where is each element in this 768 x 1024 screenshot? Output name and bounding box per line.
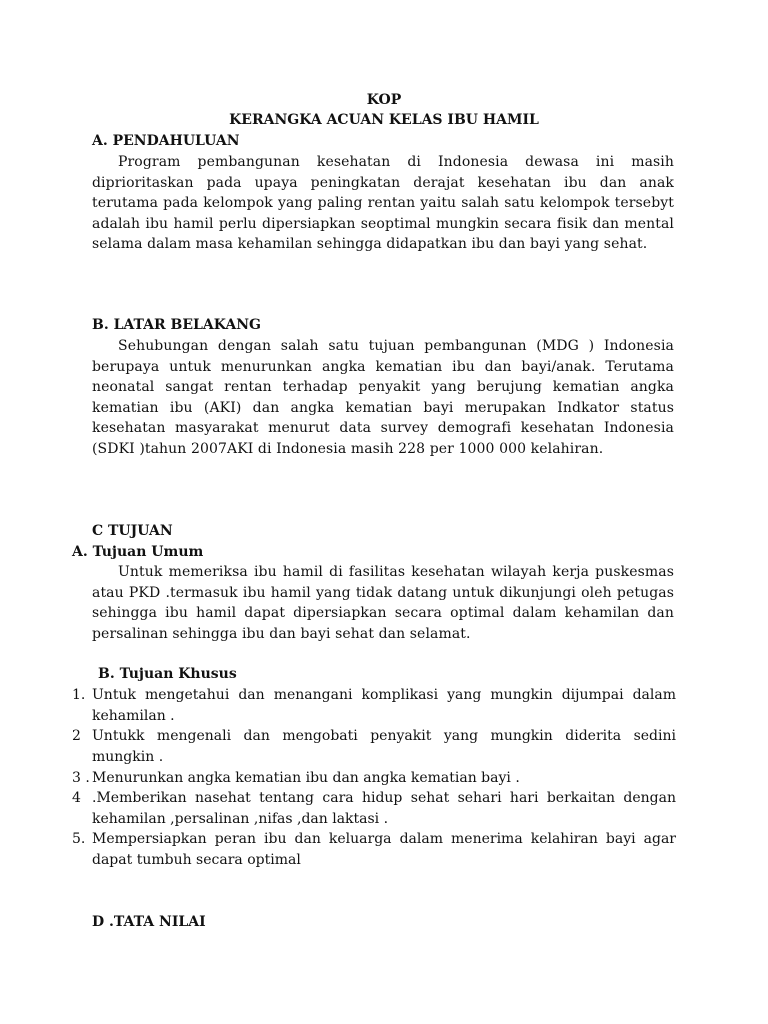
list-item <box>72 829 676 870</box>
section-heading-latar-belakang: B. LATAR BELAKANG <box>92 317 261 333</box>
section-heading-tata-nilai: D .TATA NILAI <box>92 914 206 930</box>
list-item-text: Menurunkan angka kematian ibu dan angka kematian bayi . <box>92 770 520 786</box>
list-item-number: 4 <box>72 790 81 806</box>
document-title: KERANGKA ACUAN KELAS IBU HAMIL <box>229 112 539 128</box>
list-item-text: Untukk mengenali dan mengobati penyakit yang mungkin diderita sedini mungkin . <box>92 728 676 765</box>
list-item-number: 1. <box>72 687 86 703</box>
list-item <box>72 788 676 829</box>
list-item-number: 3 . <box>72 770 90 786</box>
paragraph-pendahuluan: Program pembangunan kesehatan di Indonesia dewasa ini masih diprioritaskan pada upaya peningkatan derajat kesehatan ibu dan anak terutama pada kelompok yang paling rentan yaitu salah satu kelompok tersebyt adalah ibu hamil perlu dipersiapkan seoptimal mungkin secara fisik dan mental selama dalam masa kehamilan sehingga didapatkan ibu dan bayi yang sehat. <box>92 154 674 253</box>
list-item <box>72 768 676 789</box>
list-item-text: Untuk mengetahui dan menangani komplikasi yang mungkin dijumpai dalam kehamilan . <box>92 687 676 724</box>
list-item <box>72 726 676 767</box>
paragraph-tujuan-umum: Untuk memeriksa ibu hamil di fasilitas kesehatan wilayah kerja puskesmas atau PKD .termasuk ibu hamil yang tidak datang untuk dikunjungi oleh petugas sehingga ibu hamil dapat dipersiapkan secara optimal dalam kehamilan dan persalinan sehingga ibu dan bayi sehat dan selamat. <box>92 564 674 642</box>
list-item <box>72 685 676 726</box>
list-item-text: .Memberikan nasehat tentang cara hidup sehat sehari hari berkaitan dengan kehamilan ,persalinan ,nifas ,dan laktasi . <box>92 790 676 827</box>
paragraph-latar-belakang: Sehubungan dengan salah satu tujuan pembangunan (MDG ) Indonesia berupaya untuk menurunkan angka kematian ibu dan bayi/anak. Terutama neonatal sangat rentan terhadap penyakit yang berujung kematian angka kematian ibu (AKI) dan angka kematian bayi merupakan Indkator status kesehatan masyarakat menurut data survey demografi kesehatan Indonesia (SDKI )tahun 2007AKI di Indonesia masih 228 per 1000 000 kelahiran. <box>92 338 674 457</box>
subheading-tujuan-khusus: B. Tujuan Khusus <box>98 666 237 682</box>
list-item-number: 5. <box>72 831 86 847</box>
section-heading-pendahuluan: A. PENDAHULUAN <box>92 133 240 149</box>
section-heading-tujuan: C TUJUAN <box>92 523 173 539</box>
list-item-number: 2 <box>72 728 81 744</box>
list-item-text: Mempersiapkan peran ibu dan keluarga dalam menerima kelahiran bayi agar dapat tumbuh secara optimal <box>92 831 676 868</box>
kop-title: KOP <box>366 92 402 108</box>
subheading-tujuan-umum: A. Tujuan Umum <box>72 544 204 560</box>
